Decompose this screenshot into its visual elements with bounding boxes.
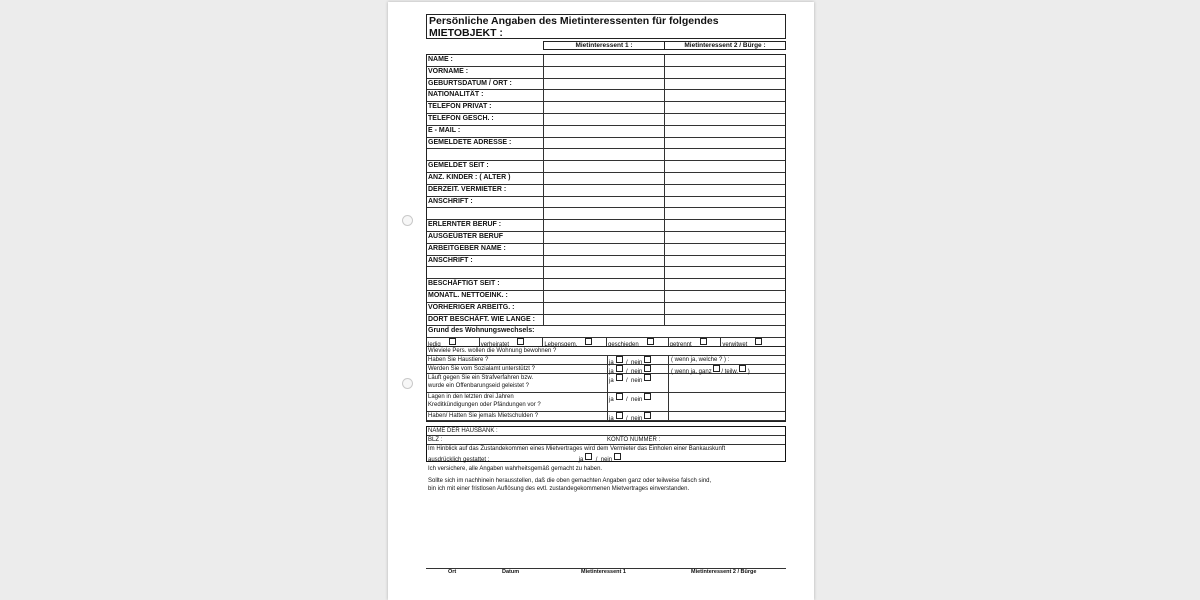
field-label: GEBURTSDATUM / ORT : xyxy=(427,79,544,90)
field-label xyxy=(427,149,544,160)
separator: / xyxy=(626,369,628,375)
marital-option-checkbox[interactable] xyxy=(517,338,524,345)
form-title-line-1: Persönliche Angaben des Mietinteressenten für folgendes xyxy=(429,15,719,27)
field-input-tenant-1[interactable] xyxy=(544,244,664,255)
signature-place: Ort xyxy=(448,569,457,575)
field-row xyxy=(427,244,785,256)
question-seizure-line-1: Lagen in den letzten drei Jahren xyxy=(428,394,514,400)
question-welfare: Werden Sie vom Sozialamt unterstützt ? xyxy=(428,366,535,372)
marital-option-checkbox[interactable] xyxy=(449,338,456,345)
marital-option-checkbox[interactable] xyxy=(647,338,654,345)
field-input-tenant-1[interactable] xyxy=(544,114,664,125)
field-label: TELEFON GESCH. : xyxy=(427,114,544,125)
field-label: GEMELDETE ADRESSE : xyxy=(427,138,544,149)
marital-option xyxy=(427,338,480,346)
yes-checkbox[interactable] xyxy=(616,356,623,363)
field-label: AUSGEÜBTER BERUF xyxy=(427,232,544,243)
form-title xyxy=(426,14,786,39)
field-input-tenant-1[interactable] xyxy=(544,303,664,314)
no-label: nein xyxy=(631,360,643,366)
field-label: NATIONALITÄT : xyxy=(427,90,544,101)
no-label: nein xyxy=(631,416,643,422)
no-checkbox[interactable] xyxy=(644,412,651,419)
no-checkbox[interactable] xyxy=(644,393,651,400)
no-checkbox[interactable] xyxy=(644,374,651,381)
field-row xyxy=(427,149,785,161)
question-criminal-line-1: Läuft gegen Sie ein Strafverfahren bzw. xyxy=(428,375,534,381)
field-input-tenant-2[interactable] xyxy=(664,220,785,231)
question-persons: Wieviele Pers. wollen die Wohnung bewohnen ? xyxy=(428,348,557,354)
field-input-tenant-1[interactable] xyxy=(544,197,664,208)
pets-detail: ( wenn ja, welche ? ) : xyxy=(671,357,730,363)
punch-hole-icon xyxy=(402,215,413,226)
field-input-tenant-2[interactable] xyxy=(664,79,785,90)
marital-option-label: Lebensgem. xyxy=(544,342,578,346)
no-checkbox[interactable] xyxy=(644,365,651,372)
field-input-tenant-2[interactable] xyxy=(664,102,785,113)
field-input-tenant-2[interactable] xyxy=(664,67,785,78)
field-label: NAME : xyxy=(427,55,544,66)
signature-labels xyxy=(426,569,786,577)
field-label: TELEFON PRIVAT : xyxy=(427,102,544,113)
welfare-partial-checkbox[interactable] xyxy=(739,365,746,372)
field-row xyxy=(427,114,785,126)
yes-label: ja xyxy=(609,397,614,403)
field-row xyxy=(427,291,785,303)
field-row xyxy=(427,279,785,291)
bank-consent xyxy=(427,445,785,464)
field-input-tenant-1[interactable] xyxy=(544,315,664,326)
field-row xyxy=(427,55,785,67)
field-input-tenant-2[interactable] xyxy=(664,90,785,101)
yes-label: ja xyxy=(609,360,614,366)
marital-option-label: verheiratet xyxy=(480,342,510,346)
field-input-tenant-1[interactable] xyxy=(544,267,664,278)
question-pets: Haben Sie Haustiere ? xyxy=(428,357,489,363)
field-input-tenant-2[interactable] xyxy=(664,126,785,137)
field-input-tenant-1[interactable] xyxy=(544,220,664,231)
field-input-tenant-1[interactable] xyxy=(544,126,664,137)
bank-consent-line-2: ausdrücklich gestattet : xyxy=(428,457,490,463)
field-row xyxy=(427,197,785,209)
personal-data-table xyxy=(426,54,786,338)
marital-option xyxy=(721,338,785,346)
field-input-tenant-1[interactable] xyxy=(544,291,664,302)
field-label xyxy=(427,267,544,278)
field-label: GEMELDET SEIT : xyxy=(427,161,544,172)
bank-section xyxy=(426,426,786,462)
marital-option xyxy=(607,338,669,346)
column-header-tenant-1: Mietinteressent 1 : xyxy=(575,42,633,49)
yes-checkbox[interactable] xyxy=(585,453,592,460)
column-header xyxy=(543,41,786,50)
field-input-tenant-1[interactable] xyxy=(544,55,664,66)
marital-option xyxy=(669,338,722,346)
marital-option-label: geschieden xyxy=(607,342,639,346)
yes-checkbox[interactable] xyxy=(616,393,623,400)
field-row xyxy=(427,126,785,138)
marital-option-checkbox[interactable] xyxy=(585,338,592,345)
no-label: nein xyxy=(631,378,643,384)
field-input-tenant-1[interactable] xyxy=(544,173,664,184)
yes-checkbox[interactable] xyxy=(616,365,623,372)
declaration-line-3: bin ich mit einer fristlosen Auflösung des evtl. zustandegekommenen Mietvertrages einverstanden. xyxy=(428,486,690,492)
field-input-tenant-1[interactable] xyxy=(544,232,664,243)
question-row-pets xyxy=(427,356,785,365)
field-label: BESCHÄFTIGT SEIT : xyxy=(427,279,544,290)
question-row-persons xyxy=(427,347,785,356)
field-row xyxy=(427,303,785,315)
field-input-tenant-2[interactable] xyxy=(664,138,785,149)
bank-name-field[interactable]: NAME DER HAUSBANK : xyxy=(427,427,785,436)
declaration-line-2: Sollte sich im nachhinein herausstellen, daß die oben gemachten Angaben ganz oder teilweise falsch sind, xyxy=(428,478,712,484)
yes-label: ja xyxy=(578,457,584,463)
field-label: ERLERNTER BERUF : xyxy=(427,220,544,231)
separator: / xyxy=(626,360,628,366)
field-label: MONATL. NETTOEINK. : xyxy=(427,291,544,302)
field-row xyxy=(427,138,785,150)
yes-checkbox[interactable] xyxy=(616,412,623,419)
separator: / xyxy=(626,378,628,384)
separator: / xyxy=(595,457,598,463)
field-label: E - MAIL : xyxy=(427,126,544,137)
field-input-tenant-1[interactable] xyxy=(544,208,664,219)
field-input-tenant-2[interactable] xyxy=(664,279,785,290)
form-title-line-2: MIETOBJEKT : xyxy=(429,27,503,39)
marital-option xyxy=(543,338,607,346)
field-input-tenant-2[interactable] xyxy=(664,185,785,196)
field-label: VORNAME : xyxy=(427,67,544,78)
field-input-tenant-2[interactable] xyxy=(664,114,785,125)
marital-option-label: getrennt xyxy=(669,342,692,346)
no-label: nein xyxy=(631,369,643,375)
field-input-tenant-2[interactable] xyxy=(664,244,785,255)
field-label: Grund des Wohnungswechsels: xyxy=(428,327,535,335)
no-label: nein xyxy=(600,457,613,463)
field-input-tenant-1[interactable] xyxy=(544,102,664,113)
question-seizure-line-2: Kreditkündigungen oder Pfändungen vor ? xyxy=(428,402,541,409)
answer-pets xyxy=(608,356,669,364)
field-row xyxy=(427,173,785,185)
field-label: VORHERIGER ARBEITG. : xyxy=(427,303,544,314)
field-input-tenant-2[interactable] xyxy=(664,149,785,160)
field-row xyxy=(427,326,785,338)
field-row xyxy=(427,220,785,232)
no-checkbox[interactable] xyxy=(644,356,651,363)
question-row-criminal xyxy=(427,374,785,393)
marital-option-checkbox[interactable] xyxy=(700,338,707,345)
account-number-field[interactable]: KONTO NUMMER : xyxy=(607,437,661,443)
field-row xyxy=(427,102,785,114)
signature-date: Datum xyxy=(502,569,520,575)
yes-label: ja xyxy=(609,416,614,422)
field-label: ANSCHRIFT : xyxy=(427,256,544,267)
field-input-tenant-2[interactable] xyxy=(664,55,785,66)
signature-tenant-2: Mietinteressent 2 / Bürge xyxy=(691,569,757,575)
signature-tenant-1: Mietinteressent 1 xyxy=(581,569,626,575)
welfare-full-label: ( wenn ja, ganz xyxy=(671,369,712,375)
answer-seizure xyxy=(608,393,669,411)
field-input-tenant-2[interactable] xyxy=(664,232,785,243)
bank-code-field[interactable]: BLZ : xyxy=(428,437,443,443)
field-input-tenant-1[interactable] xyxy=(544,138,664,149)
field-input-tenant-2[interactable] xyxy=(664,267,785,278)
answer-rent-debt xyxy=(608,412,669,420)
field-label xyxy=(427,208,544,219)
question-rent-debt: Haben/ Hatten Sie jemals Mietschulden ? xyxy=(428,413,539,419)
column-header-tenant-2: Mietinteressent 2 / Bürge : xyxy=(664,42,785,49)
field-label: ANZ. KINDER : ( ALTER ) xyxy=(427,173,544,184)
field-input-tenant-1[interactable] xyxy=(544,79,664,90)
field-row xyxy=(427,315,785,327)
welfare-full-checkbox[interactable] xyxy=(713,365,720,372)
welfare-close-paren: ) xyxy=(747,369,750,375)
no-label: nein xyxy=(631,397,643,403)
marital-option-label: ledig xyxy=(428,342,441,346)
welfare-detail xyxy=(669,365,785,373)
field-label: ANSCHRIFT : xyxy=(427,197,544,208)
field-input-tenant-2[interactable] xyxy=(664,256,785,267)
punch-hole-icon xyxy=(402,378,413,389)
field-input-tenant-1[interactable] xyxy=(544,67,664,78)
field-row xyxy=(427,67,785,79)
field-input-tenant-2[interactable] xyxy=(664,197,785,208)
field-input-tenant-2[interactable] xyxy=(664,173,785,184)
field-row xyxy=(427,90,785,102)
field-row xyxy=(427,267,785,279)
separator: / xyxy=(626,416,628,422)
yes-label: ja xyxy=(609,378,614,384)
declaration xyxy=(428,465,783,497)
welfare-partial-label: / teilw. xyxy=(721,369,739,375)
field-label: DORT BESCHÄFT. WIE LANGE : xyxy=(427,315,544,326)
field-label: DERZEIT. VERMIETER : xyxy=(427,185,544,196)
field-input-tenant-2[interactable] xyxy=(664,315,785,326)
yes-label: ja xyxy=(609,369,614,375)
field-label: ARBEITGEBER NAME : xyxy=(427,244,544,255)
question-criminal-line-2: wurde ein Offenbarungseid geleistet ? xyxy=(428,383,529,390)
field-row xyxy=(427,208,785,220)
field-input-tenant-1[interactable] xyxy=(544,90,664,101)
marital-status-row xyxy=(426,338,786,347)
yes-checkbox[interactable] xyxy=(616,374,623,381)
field-input-tenant-1[interactable] xyxy=(544,256,664,267)
field-input-tenant-1[interactable] xyxy=(544,161,664,172)
no-checkbox[interactable] xyxy=(614,453,621,460)
field-input-tenant-2[interactable] xyxy=(664,291,785,302)
bank-consent-line-1: Im Hinblick auf das Zustandekommen eines Mietvertrages wird dem Vermieter das Einholen einer Bankauskunft xyxy=(428,446,726,452)
declaration-line-1: Ich versichere, alle Angaben wahrheitsgemäß gemacht zu haben. xyxy=(428,466,603,472)
field-row xyxy=(427,161,785,173)
questions-table xyxy=(426,347,786,422)
field-row xyxy=(427,185,785,197)
question-row-welfare xyxy=(427,365,785,374)
field-row xyxy=(427,256,785,268)
field-input-tenant-1[interactable] xyxy=(544,185,664,196)
field-input-tenant-1[interactable] xyxy=(544,149,664,160)
question-row-rent-debt xyxy=(427,412,785,421)
marital-option-label: verwitwet xyxy=(722,342,748,346)
marital-option-checkbox[interactable] xyxy=(755,338,762,345)
answer-welfare xyxy=(608,365,669,373)
field-input-tenant-2[interactable] xyxy=(664,161,785,172)
field-row xyxy=(427,232,785,244)
field-row xyxy=(427,79,785,91)
separator: / xyxy=(626,397,628,403)
field-input-tenant-1[interactable] xyxy=(544,279,664,290)
question-row-seizure xyxy=(427,393,785,412)
field-input-tenant-2[interactable] xyxy=(664,208,785,219)
marital-option xyxy=(480,338,544,346)
answer-criminal xyxy=(608,374,669,392)
field-input-tenant-2[interactable] xyxy=(664,303,785,314)
